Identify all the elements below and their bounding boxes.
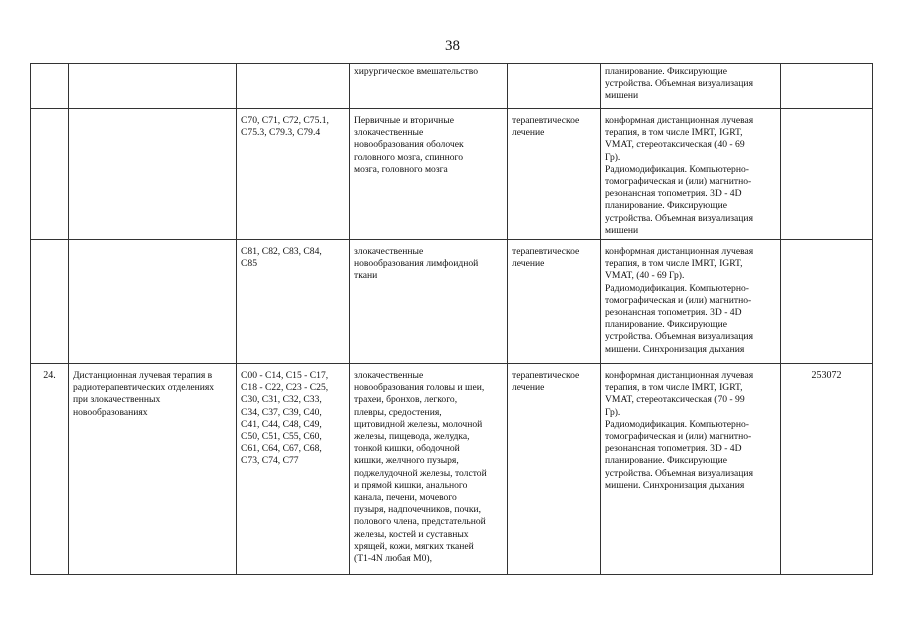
services-table bbox=[30, 63, 873, 575]
icd-codes-cell: C00 - C14, C15 - C17, C18 - C22, C23 - C25, C30, C31, C32, C33, C34, C37, C39, C40, C41, C44, C48, C49, C50, C51, C55, C60, C61, C64, C67, C68, C73, C74, C77 bbox=[237, 364, 350, 575]
icd-codes-cell: C81, C82, C83, C84, C85 bbox=[237, 240, 350, 364]
treatment-method-cell: конформная дистанционная лучевая терапия, в том числе IMRT, IGRT, VMAT, стереотаксическая (70 - 99 Гр). Радиомодификация. Компьютерно- томографическая и (или) магнитно- резонансная топометрия. 3D - 4D планирование. Фиксирующие устройства. Объемная визуализация мишени. Синхронизация дыхания bbox=[601, 364, 781, 575]
service-name-cell bbox=[69, 109, 237, 240]
table-row bbox=[31, 240, 873, 364]
treatment-type-cell: терапевтическое лечение bbox=[508, 240, 601, 364]
service-name-cell: Дистанционная лучевая терапия в радиотерапевтических отделениях при злокачественных новообразованиях bbox=[69, 364, 237, 575]
treatment-type-cell: терапевтическое лечение bbox=[508, 364, 601, 575]
table-row bbox=[31, 109, 873, 240]
price-cell bbox=[781, 109, 873, 240]
treatment-method-cell: планирование. Фиксирующие устройства. Объемная визуализация мишени bbox=[601, 64, 781, 109]
patient-model-cell: злокачественные новообразования лимфоидной ткани bbox=[350, 240, 508, 364]
patient-model-cell: Первичные и вторичные злокачественные новообразования оболочек головного мозга, спинного мозга, головного мозга bbox=[350, 109, 508, 240]
patient-model-cell: хирургическое вмешательство bbox=[350, 64, 508, 109]
icd-codes-cell bbox=[237, 64, 350, 109]
row-number-cell bbox=[31, 64, 69, 109]
table-row bbox=[31, 364, 873, 575]
service-name-cell bbox=[69, 240, 237, 364]
patient-model-cell: злокачественные новообразования головы и шеи, трахеи, бронхов, легкого, плевры, средостения, щитовидной железы, молочной железы, пищевода, желудка, тонкой кишки, ободочной кишки, желчного пузыря, поджелудочной железы, толстой и прямой кишки, анального канала, печени, мочевого пузыря, надпочечников, почки, полового члена, предстательной железы, костей и суставных хрящей, кожи, мягких тканей (T1-4N любая M0), bbox=[350, 364, 508, 575]
service-name-cell bbox=[69, 64, 237, 109]
price-cell bbox=[781, 64, 873, 109]
page-number: 38 bbox=[445, 38, 460, 54]
row-number-cell bbox=[31, 240, 69, 364]
treatment-method-cell: конформная дистанционная лучевая терапия, в том числе IMRT, IGRT, VMAT, стереотаксическая (40 - 69 Гр). Радиомодификация. Компьютерно- томографическая и (или) магнитно- резонансная топометрия. 3D - 4D планирование. Фиксирующие устройства. Объемная визуализация мишени bbox=[601, 109, 781, 240]
icd-codes-cell: C70, C71, C72, C75.1, C75.3, C79.3, C79.4 bbox=[237, 109, 350, 240]
price-cell: 253072 bbox=[781, 364, 873, 575]
table-row bbox=[31, 64, 873, 109]
price-cell bbox=[781, 240, 873, 364]
treatment-method-cell: конформная дистанционная лучевая терапия, в том числе IMRT, IGRT, VMAT, (40 - 69 Гр). Радиомодификация. Компьютерно- томографическая и (или) магнитно- резонансная топометрия. 3D - 4D планирование. Фиксирующие устройства. Объемная визуализация мишени. Синхронизация дыхания bbox=[601, 240, 781, 364]
treatment-type-cell: терапевтическое лечение bbox=[508, 109, 601, 240]
treatment-type-cell bbox=[508, 64, 601, 109]
row-number-cell: 24. bbox=[31, 364, 69, 575]
row-number-cell bbox=[31, 109, 69, 240]
